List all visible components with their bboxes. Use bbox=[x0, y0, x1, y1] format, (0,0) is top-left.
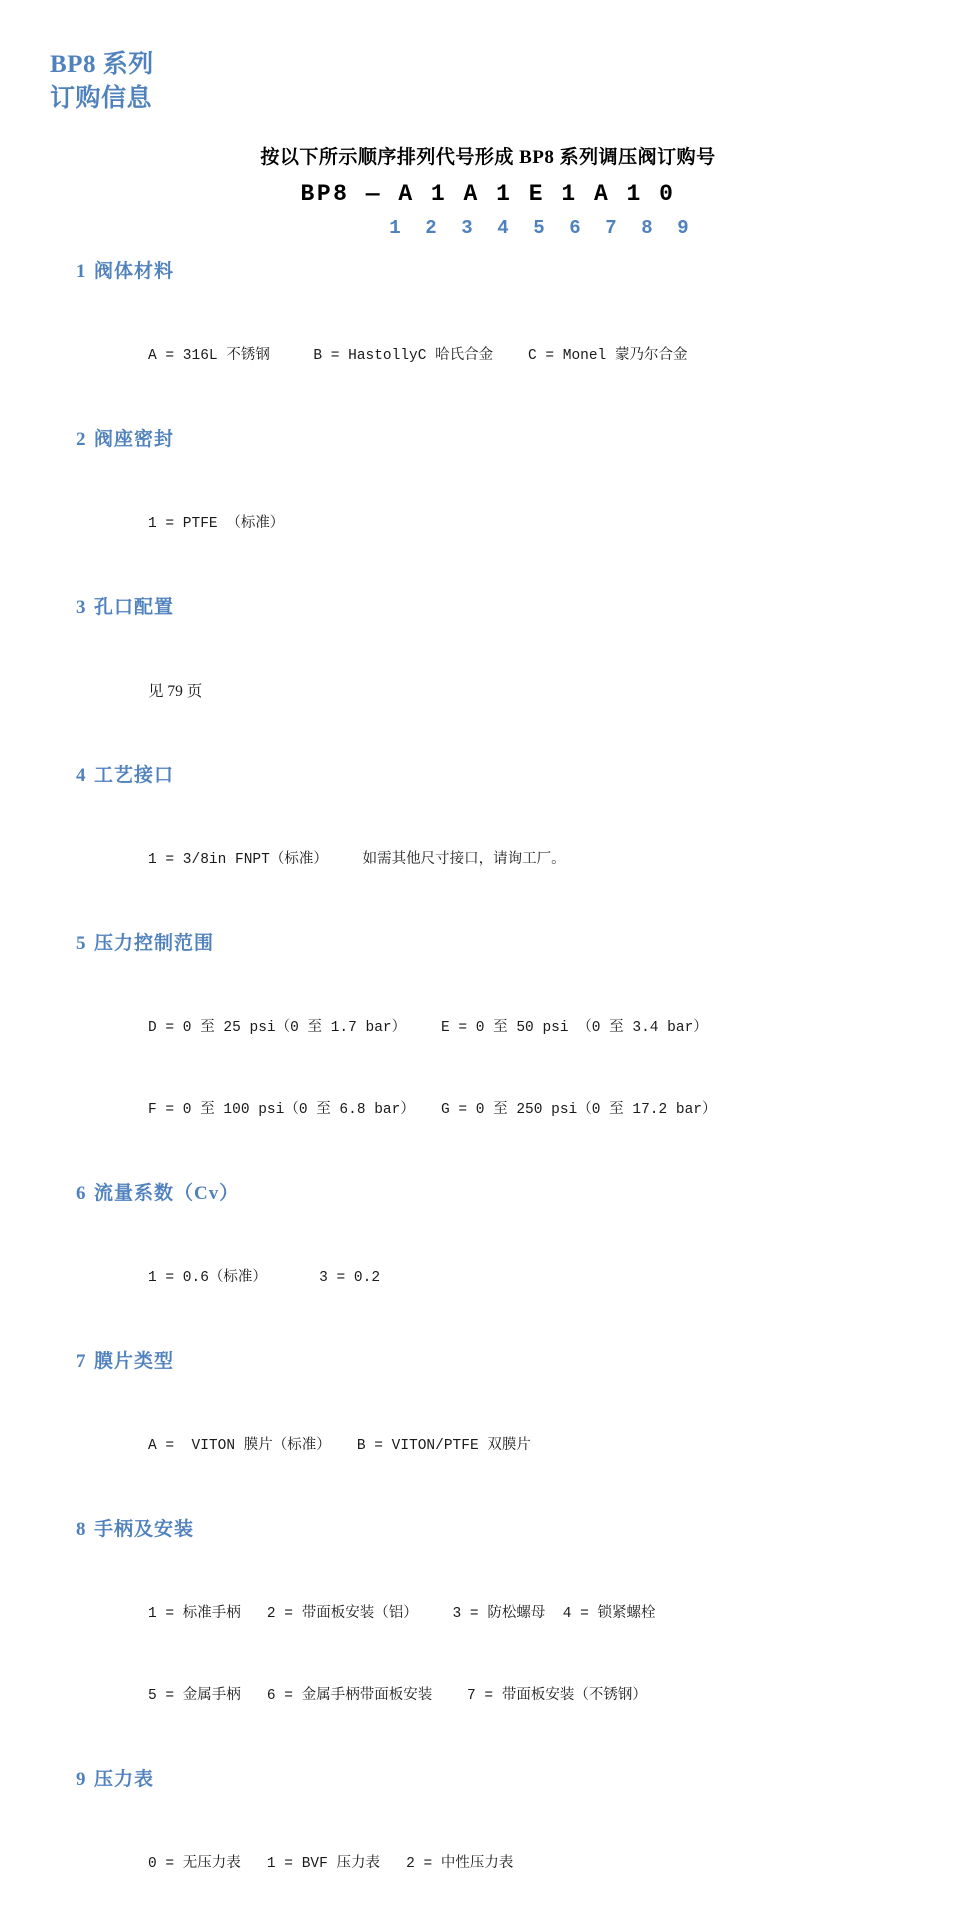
section-header bbox=[50, 1347, 926, 1377]
digit-markers bbox=[50, 217, 926, 239]
section-body bbox=[50, 1377, 926, 1511]
section-header bbox=[50, 1179, 926, 1209]
section-title: 压力控制范围 bbox=[94, 933, 215, 954]
section-2 bbox=[50, 425, 926, 589]
section-8 bbox=[50, 1515, 926, 1761]
digit-marker: 1 bbox=[389, 217, 403, 239]
section-7 bbox=[50, 1347, 926, 1511]
section-title: 膜片类型 bbox=[94, 1351, 175, 1372]
page-title bbox=[50, 48, 926, 116]
option-line: D = 0 至 25 psi（0 至 1.7 bar） E = 0 至 50 psi （0 至 3.4 bar） bbox=[148, 1020, 708, 1036]
section-title: 压力表 bbox=[94, 1769, 155, 1790]
option-line: F = 0 至 100 psi（0 至 6.8 bar） G = 0 至 250 psi（0 至 17.2 bar） bbox=[148, 1102, 717, 1118]
digit-marker: 3 bbox=[461, 217, 475, 239]
option-line: 5 = 金属手柄 6 = 金属手柄带面板安装 7 = 带面板安装（不锈钢） bbox=[148, 1688, 647, 1704]
section-title: 阀座密封 bbox=[94, 429, 175, 450]
section-4 bbox=[50, 761, 926, 925]
section-body bbox=[50, 1795, 926, 1929]
digit-marker: 6 bbox=[569, 217, 583, 239]
section-1 bbox=[50, 257, 926, 421]
section-body bbox=[50, 623, 926, 757]
section-body bbox=[50, 1209, 926, 1343]
section-3 bbox=[50, 593, 926, 757]
section-number: 1 bbox=[76, 261, 86, 282]
digit-marker: 9 bbox=[677, 217, 691, 239]
digit-marker: 4 bbox=[497, 217, 511, 239]
option-line: 1 = 0.6（标准） 3 = 0.2 bbox=[148, 1270, 381, 1286]
section-header bbox=[50, 257, 926, 287]
section-9 bbox=[50, 1765, 926, 1929]
section-header bbox=[50, 929, 926, 959]
section-number: 4 bbox=[76, 765, 86, 786]
section-title: 流量系数（Cv） bbox=[94, 1183, 240, 1204]
option-line: A = 316L 不锈钢 B = HastollyC 哈氏合金 C = Monel 蒙乃尔合金 bbox=[148, 348, 688, 364]
digit-marker: 2 bbox=[425, 217, 439, 239]
section-header bbox=[50, 593, 926, 623]
option-line: 0 = 无压力表 1 = BVF 压力表 2 = 中性压力表 bbox=[148, 1856, 514, 1872]
section-header bbox=[50, 761, 926, 791]
section-number: 9 bbox=[76, 1769, 86, 1790]
option-line: 1 = 3/8in FNPT（标准） 如需其他尺寸接口，请询工厂。 bbox=[148, 852, 566, 868]
section-number: 6 bbox=[76, 1183, 86, 1204]
section-list bbox=[50, 257, 926, 1929]
section-header bbox=[50, 1765, 926, 1795]
section-header bbox=[50, 425, 926, 455]
section-number: 3 bbox=[76, 597, 86, 618]
section-number: 5 bbox=[76, 933, 86, 954]
section-body bbox=[50, 1545, 926, 1761]
section-header bbox=[50, 1515, 926, 1545]
section-number: 7 bbox=[76, 1351, 86, 1372]
digit-marker: 8 bbox=[641, 217, 655, 239]
section-body bbox=[50, 287, 926, 421]
section-6 bbox=[50, 1179, 926, 1343]
digit-marker: 5 bbox=[533, 217, 547, 239]
intro-text: 按以下所示顺序排列代号形成 BP8 系列调压阀订购号 bbox=[260, 147, 716, 168]
section-body bbox=[50, 455, 926, 589]
section-body bbox=[50, 791, 926, 925]
section-body bbox=[50, 959, 926, 1175]
option-line: 1 = PTFE （标准） bbox=[148, 516, 285, 532]
option-line: 见 79 页 bbox=[148, 683, 203, 700]
order-code: BP8 — A 1 A 1 E 1 A 1 0 bbox=[300, 181, 676, 207]
section-title: 工艺接口 bbox=[94, 765, 175, 786]
page-title-line1: BP8 系列 bbox=[50, 51, 154, 78]
section-title: 阀体材料 bbox=[94, 261, 175, 282]
option-line: 1 = 标准手柄 2 = 带面板安装（铝） 3 = 防松螺母 4 = 锁紧螺栓 bbox=[148, 1606, 656, 1622]
section-title: 手柄及安装 bbox=[94, 1519, 195, 1540]
section-title: 孔口配置 bbox=[94, 597, 175, 618]
section-5 bbox=[50, 929, 926, 1175]
section-number: 2 bbox=[76, 429, 86, 450]
digit-marker: 7 bbox=[605, 217, 619, 239]
page-title-line2: 订购信息 bbox=[50, 85, 153, 112]
section-number: 8 bbox=[76, 1519, 86, 1540]
option-line: A = VITON 膜片（标准） B = VITON/PTFE 双膜片 bbox=[148, 1438, 531, 1454]
